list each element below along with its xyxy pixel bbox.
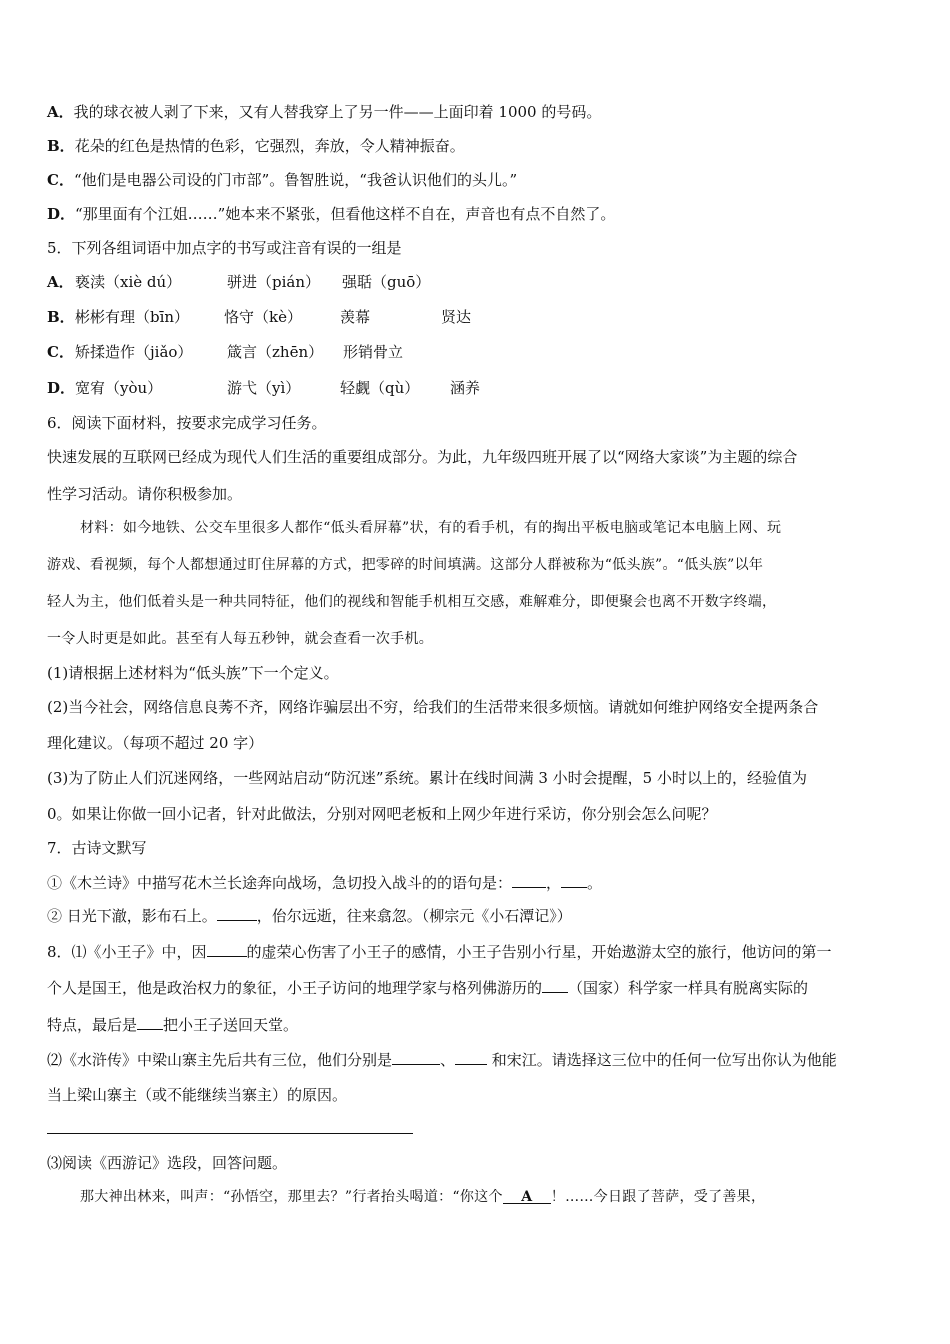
- answer-blank[interactable]: [512, 871, 546, 888]
- q6-sub-question-3-cont: 0。如果让你做一回小记者，针对此做法，分别对网吧老板和上网少年进行采访，你分别会怎么问呢？: [47, 805, 717, 823]
- q7-item-2: [47, 904, 907, 927]
- material-line: 游戏、看视频，每个人都想通过盯住屏幕的方式，把零碎的时间填满。这部分人群被称为“低头族”。“低头族”以年: [47, 557, 764, 573]
- option-label: A．: [47, 273, 74, 291]
- text: 那大神出林来，叫声：“孙悟空，那里去？”行者抬头喝道：“你这个: [80, 1189, 503, 1205]
- q6-sub-question-3: (3)为了防止人们沉迷网络，一些网站启动“防沉迷”系统。累计在线时间满 3 小时会提醒，5 小时以上的，经验值为: [47, 769, 807, 787]
- material-line: 轻人为主，他们低着头是一种共同特征，他们的视线和智能手机相互交感，难解难分，即便聚会也离不开数字终端，: [47, 594, 777, 610]
- word-1: 矫揉造作（jiǎo）: [75, 343, 193, 361]
- q8-part-1-cont: [47, 976, 907, 999]
- text: 个人是国王，他是政治权力的象征，小王子访问的地理学家与格列佛游历的: [47, 979, 543, 997]
- word-2: 游弋（yì）: [227, 379, 301, 397]
- answer-blank[interactable]: [542, 976, 568, 993]
- q8-part-2: [47, 1048, 907, 1071]
- q6-sub-question-2: (2)当今社会，网络信息良莠不齐，网络诈骗层出不穷，给我们的生活带来很多烦恼。请就如何维护网络安全提两条合: [47, 698, 819, 716]
- text: ⑵《水浒传》中梁山寨主先后共有三位，他们分别是: [47, 1051, 393, 1069]
- option-label: D．: [47, 205, 76, 223]
- option-label: D．: [47, 379, 76, 397]
- text: 特点，最后是: [47, 1016, 138, 1034]
- answer-blank-a[interactable]: A: [503, 1186, 551, 1204]
- text: ，佁尔远逝，往来翕忽。（柳宗元《小石潭记》）: [256, 907, 572, 925]
- word-4: 涵养: [450, 379, 481, 397]
- q6-intro-line: 快速发展的互联网已经成为现代人们生活的重要组成部分。为此，九年级四班开展了以“网络大家谈”为主题的综合: [47, 448, 798, 466]
- answer-line[interactable]: [47, 1133, 413, 1134]
- text: 的虚荣心伤害了小王子的感情，小王子告别小行星，开始遨游太空的旅行，他访问的第一: [246, 943, 832, 961]
- question-6-stem: 6．阅读下面材料，按要求完成学习任务。: [47, 414, 327, 432]
- q8-part-2-cont: 当上梁山寨主（或不能继续当寨主）的原因。: [47, 1086, 348, 1104]
- text: 、: [440, 1051, 456, 1069]
- option-text: 我的球衣被人剥了下来，又有人替我穿上了另一件——上面印着 1000 的号码。: [73, 103, 602, 121]
- text: 把小王子送回天堂。: [163, 1016, 299, 1034]
- q6-intro-line: 性学习活动。请你积极参加。: [47, 485, 243, 503]
- material-line: 材料：如今地铁、公交车里很多人都作“低头看屏幕”状，有的看手机，有的掏出平板电脑或笔记本电脑上网、玩: [80, 520, 782, 536]
- option-text: “他们是电器公司设的门市部”。鲁智胜说，“我爸认识他们的头儿。”: [73, 171, 518, 189]
- option-b: [47, 135, 907, 157]
- option-label: B．: [47, 308, 75, 326]
- option-label: A．: [47, 103, 74, 121]
- word-3: 羡幕: [340, 308, 371, 326]
- answer-blank[interactable]: [392, 1048, 440, 1065]
- text: ，: [546, 874, 562, 892]
- text: 和宋江。请选择这三位中的任何一位写出你认为他能: [487, 1051, 837, 1069]
- option-d: [47, 203, 907, 225]
- word-3: 强聒（guō）: [342, 273, 431, 291]
- q6-sub-question-1: (1)请根据上述材料为“低头族”下一个定义。: [47, 664, 339, 682]
- option-label: C．: [47, 343, 74, 361]
- q8-part-3: ⑶阅读《西游记》选段，回答问题。: [47, 1154, 288, 1172]
- word-3: 轻觑（qù）: [340, 379, 420, 397]
- q8-part-1-end: [47, 1013, 907, 1036]
- q8-excerpt-line: [80, 1186, 940, 1208]
- text: （国家）科学家一样具有脱离实际的: [568, 979, 809, 997]
- word-2: 骈进（pián）: [227, 273, 321, 291]
- text: ！……今日跟了菩萨，受了善果，: [550, 1189, 766, 1205]
- question-7-stem: 7．古诗文默写: [47, 839, 147, 857]
- text: ② 日光下澈，影布石上。: [47, 907, 217, 925]
- question-5-stem: 5．下列各组词语中加点字的书写或注音有误的一组是: [47, 239, 402, 257]
- option-c: [47, 169, 907, 191]
- q6-sub-question-2-cont: 理化建议。（每项不超过 20 字）: [47, 734, 264, 752]
- word-2: 箴言（zhēn）: [227, 343, 324, 361]
- answer-blank[interactable]: [561, 871, 587, 888]
- option-text: 花朵的红色是热情的色彩，它强烈，奔放，令人精神振奋。: [74, 137, 465, 155]
- word-1: 彬彬有理（bīn）: [75, 308, 190, 326]
- material-line: 一令人时更是如此。甚至有人每五秒钟，就会查看一次手机。: [47, 631, 434, 647]
- option-label: B．: [47, 137, 75, 155]
- word-1: 宽宥（yòu）: [75, 379, 163, 397]
- word-1: 亵渎（xiè dú）: [75, 273, 182, 291]
- q8-part-1: [47, 940, 907, 963]
- answer-blank[interactable]: [455, 1048, 487, 1065]
- answer-blank[interactable]: [217, 904, 257, 921]
- word-3: 形销骨立: [343, 343, 404, 361]
- text: ①《木兰诗》中描写花木兰长途奔向战场，急切投入战斗的的语句是：: [47, 874, 513, 892]
- option-text: “那里面有个江姐……”她本来不紧张，但看他这样不自在，声音也有点不自然了。: [75, 205, 616, 223]
- option-a: [47, 101, 907, 123]
- option-label: C．: [47, 171, 74, 189]
- answer-blank[interactable]: [137, 1013, 163, 1030]
- text: 8．⑴《小王子》中，因: [47, 943, 207, 961]
- text: 。: [587, 874, 603, 892]
- word-2: 恪守（kè）: [224, 308, 302, 326]
- word-4: 贤达: [441, 308, 472, 326]
- q7-item-1: [47, 871, 907, 894]
- answer-blank[interactable]: [207, 940, 247, 957]
